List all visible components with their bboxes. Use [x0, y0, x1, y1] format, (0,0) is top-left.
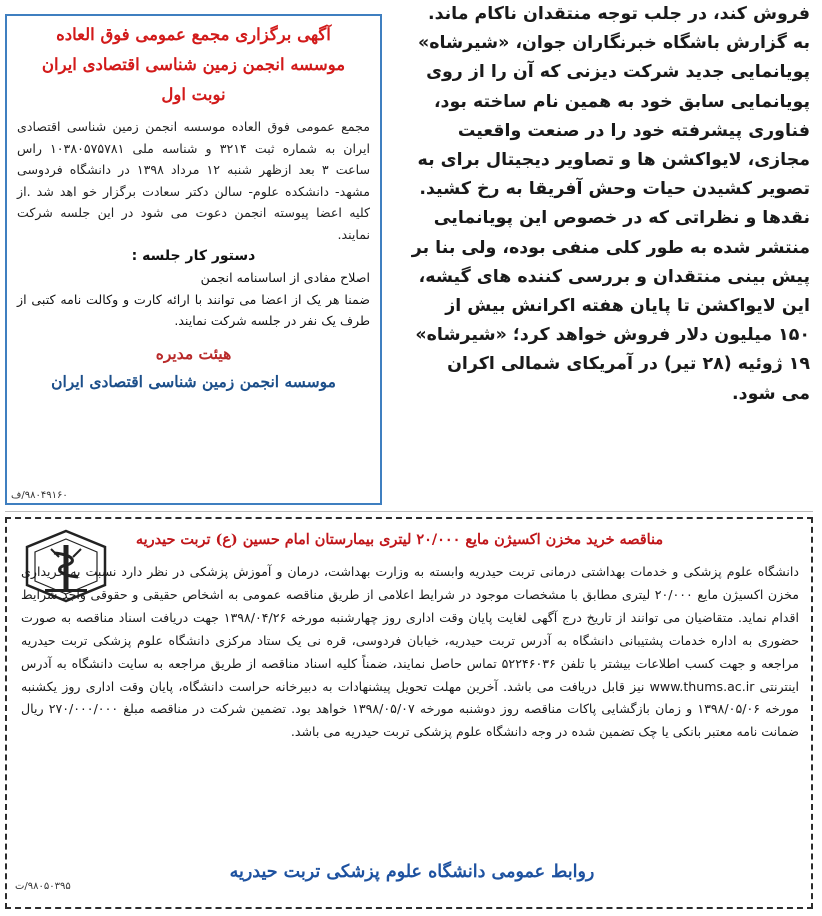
- notice-round: نوبت اول: [161, 85, 226, 104]
- article-line: منتشر شده به طور کلی منفی بوده، ولی بنا بر: [411, 237, 810, 258]
- article-line: مجازی، لایواکشن ها و تصاویر دیجیتال برای به: [417, 150, 810, 171]
- article-line: تصویر کشیدن حیات وحش آفریقا به رخ کشید.: [419, 179, 810, 200]
- assembly-notice-box: [5, 14, 382, 505]
- article-line: می شود.: [732, 383, 810, 404]
- agenda-title: دستور کار جلسه :: [131, 248, 256, 264]
- notice-body: مجمع عمومی فوق العاده موسسه انجمن زمین شناسی اقتصادی ایران به شماره ثبت ۳۲۱۴ و شناسه ملی ۱۰۳۸۰۵۷۵۷۸۱ راس ساعت ۳ بعد ازظهر شنبه ۱۲ مرداد ۱۳۹۸ در دانشگاه فردوسی مشهد- دانشکده علوم- سالن دکتر سعادت برگزار خو اهد شد .از کلیه اعضا پیوسته انجمن دعوت می شود در این جلسه شرکت نمایند.: [17, 119, 371, 242]
- article-line: پویانمایی جدید شرکت دیزنی که آن را از روی: [426, 62, 810, 83]
- article-line: این لایواکشن تا پایان هفته اکرانش بیش از: [445, 296, 810, 317]
- board-signature: هیئت مدیره: [155, 343, 232, 363]
- article-column: [398, 0, 810, 470]
- article-line: فروش کند، در جلب توجه منتقدان ناکام ماند.: [427, 4, 810, 24]
- tender-footer-publicrelations: روابط عمومی دانشگاه علوم پزشکی تربت حیدریه: [229, 862, 595, 882]
- article-line: ۱۹ ژوئیه (۲۸ تیر) در آمریکای شمالی اکران: [447, 354, 810, 375]
- article-line: به گزارش باشگاه خبرنگاران جوان، «شیرشاه»: [418, 33, 810, 54]
- article-line: پیش بینی منتقدان و بررسی کننده های گیشه،: [418, 266, 810, 287]
- notice-title: آگهی برگزاری مجمع عمومی فوق العاده: [56, 25, 331, 44]
- notice-organization: موسسه انجمن زمین شناسی اقتصادی ایران: [41, 55, 346, 74]
- article-line: ۱۵۰ میلیون دلار فروش خواهد کرد؛ «شیرشاه»: [415, 325, 810, 346]
- section-divider: [5, 511, 813, 512]
- article-line: فناوری پیشرفته خود را در صنعت واقعیت: [457, 120, 810, 141]
- notice-code: ۹۸۰۴۹۱۶۰/ف: [11, 490, 68, 501]
- tender-code: ۹۸۰۵۰۳۹۵/ت: [15, 881, 71, 892]
- agenda-item: اصلاح مفادی از اساسنامه انجمن: [200, 270, 370, 285]
- tender-title: مناقصه خرید مخزن اکسیژن مایع ۲۰/۰۰۰ لیتری بیمارستان امام حسین (ع) تربت حیدریه: [135, 531, 664, 548]
- article-line: پویانمایی سابق خود به همین نام ساخته بود،: [433, 91, 810, 112]
- article-line: نقدها و نظراتی که در خصوص این پویانمایی: [433, 208, 810, 229]
- tender-body: دانشگاه علوم پزشکی و خدمات بهداشتی درمانی تربت حیدریه وابسته به وزارت بهداشت، درمان و آموزش پزشکی در نظر دارد نسبت به خریداری مخزن اکسیژن مایع ۲۰/۰۰۰ لیتری مطابق با مشخصات موجود در شرایط اعلامی از طریق مناقصه عمومی به اشخاص حقیقی و حقوقی واجد شرایط اقدام نماید. متقاضیان می توانند از تاریخ درج آگهی لغایت پایان وقت اداری روز چهارشنبه مورخه ۱۳۹۸/۰۴/۲۶ جهت دریافت اسناد مناقصه به صورت حضوری به اداره خدمات پشتیبانی دانشگاه به آدرس تربت حیدریه، خیابان فردوسی، قره نی یک ستاد مرکزی دانشگاه علوم پزشکی تربت حیدریه مراجعه و جهت کسب اطلاعات بیشتر با تلفن ۵۲۲۴۶۰۳۶ تماس حاصل نمایند، ضمناً کلیه اسناد مناقصه از طریق مراجعه به سایت دانشگاه به آدرس اینترنتی www.thums.ac.ir نیز قابل دریافت می باشد. آخرین مهلت تحویل پیشنهادات به دبیرخانه حراست دانشگاه، پایان وقت اداری روز یکشنبه مورخه ۱۳۹۸/۰۵/۰۶ و زمان بازگشایی پاکات مناقصه روز دوشنبه مورخه ۱۳۹۸/۰۵/۰۷ خواهد بود. تضمین شرکت در مناقصه مبلغ ۲۷۰/۰۰۰/۰۰۰ ریال ضمانت نامه معتبر بانکی یا چک تضمین شده در وجه دانشگاه علوم پزشکی تربت حیدریه می باشد.: [21, 564, 800, 740]
- signature-organization: موسسه انجمن زمین شناسی اقتصادی ایران: [51, 371, 336, 391]
- agenda-note: ضمنا هر یک از اعضا می توانند با ارائه کارت و وکالت نامه کتبی از طرف یک نفر در جلسه شرکت نمایند.: [17, 291, 370, 328]
- tender-notice-box: [5, 517, 813, 909]
